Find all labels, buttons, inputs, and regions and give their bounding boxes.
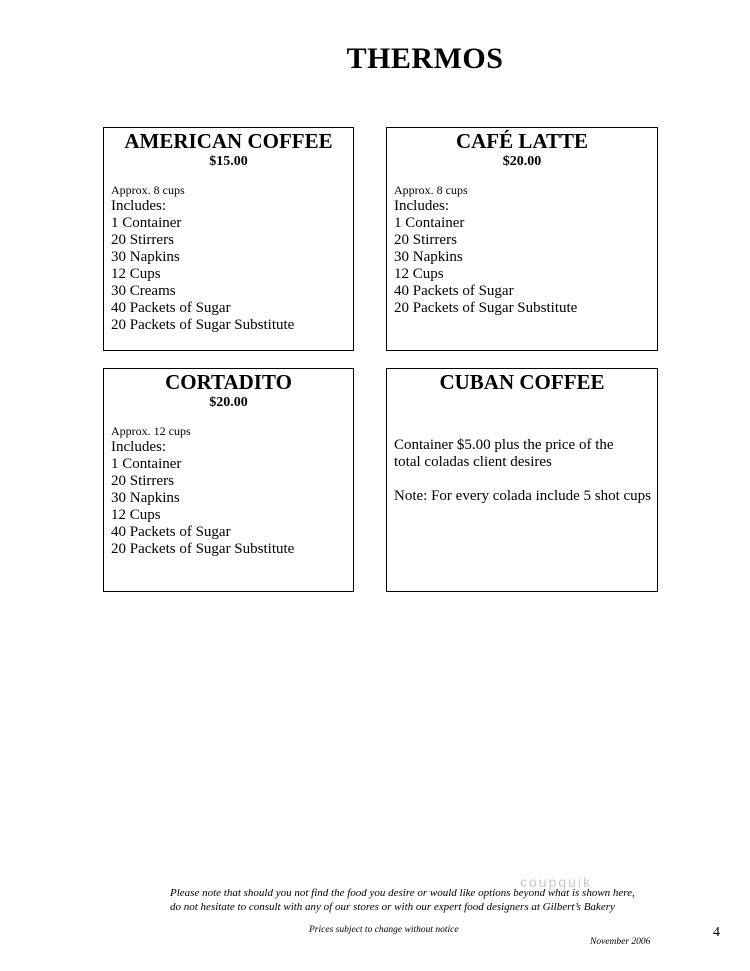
cuban-coffee-description-line: total coladas client desires — [394, 454, 552, 470]
cafe-latte-item: 30 Napkins — [394, 249, 463, 265]
cortadito-approx: Approx. 12 cups — [111, 424, 191, 438]
american-coffee-item: 20 Stirrers — [111, 232, 174, 248]
footer-note-line: do not hesitate to consult with any of our stores or with our expert food designers at Gilbert’s Bakery — [170, 901, 615, 913]
american-coffee-price: $15.00 — [209, 154, 248, 169]
american-coffee-item: 1 Container — [111, 215, 182, 231]
american-coffee-title: AMERICAN COFFEE — [124, 129, 333, 153]
footer-date: November 2006 — [590, 937, 651, 947]
american-coffee-item: 12 Cups — [111, 266, 161, 282]
cafe-latte-title: CAFÉ LATTE — [455, 129, 589, 153]
cafe-latte-item: Includes: — [394, 198, 449, 214]
cafe-latte-box — [386, 127, 658, 351]
cuban-coffee-description — [394, 437, 657, 471]
cuban-coffee-details — [387, 437, 657, 505]
cortadito-details — [104, 424, 353, 558]
american-coffee-item: 30 Creams — [111, 283, 176, 299]
footer-note-line: Please note that should you not find the food you desire or would like options beyond what is shown here, — [170, 887, 635, 899]
american-coffee-box — [103, 127, 354, 351]
cortadito-item: 40 Packets of Sugar — [111, 524, 231, 540]
cafe-latte-item: 12 Cups — [394, 266, 444, 282]
cortadito-price: $20.00 — [209, 395, 248, 410]
cafe-latte-details — [387, 183, 657, 317]
american-coffee-item: 20 Packets of Sugar Substitute — [111, 317, 295, 333]
prices-notice: Prices subject to change without notice — [309, 925, 459, 935]
cafe-latte-item: 20 Stirrers — [394, 232, 457, 248]
american-coffee-approx: Approx. 8 cups — [111, 183, 185, 197]
cortadito-item: 12 Cups — [111, 507, 161, 523]
page-number: 4 — [713, 925, 720, 940]
cafe-latte-price: $20.00 — [502, 154, 542, 169]
cortadito-item: 20 Packets of Sugar Substitute — [111, 541, 295, 557]
cortadito-item: 1 Container — [111, 456, 182, 472]
cortadito-item: 20 Stirrers — [111, 473, 174, 489]
footer-note — [170, 886, 635, 914]
american-coffee-details — [104, 183, 353, 334]
cuban-coffee-title: CUBAN COFFEE — [439, 370, 605, 394]
cortadito-item: 30 Napkins — [111, 490, 180, 506]
cuban-coffee-box — [386, 368, 658, 592]
cafe-latte-item: 1 Container — [394, 215, 465, 231]
cuban-coffee-description-line: Container $5.00 plus the price of the — [394, 437, 614, 453]
american-coffee-item: Includes: — [111, 198, 166, 214]
cuban-coffee-note: Note: For every colada include 5 shot cups — [394, 488, 652, 504]
cortadito-title: CORTADITO — [165, 370, 292, 394]
cafe-latte-item: 40 Packets of Sugar — [394, 283, 514, 299]
page-title: THERMOS — [346, 42, 504, 75]
cortadito-item: Includes: — [111, 439, 166, 455]
watermark-logo: coupquik — [520, 874, 593, 890]
cafe-latte-item: 20 Packets of Sugar Substitute — [394, 300, 578, 316]
cafe-latte-approx: Approx. 8 cups — [394, 183, 468, 197]
american-coffee-item: 30 Napkins — [111, 249, 180, 265]
american-coffee-item: 40 Packets of Sugar — [111, 300, 231, 316]
cortadito-box — [103, 368, 354, 592]
